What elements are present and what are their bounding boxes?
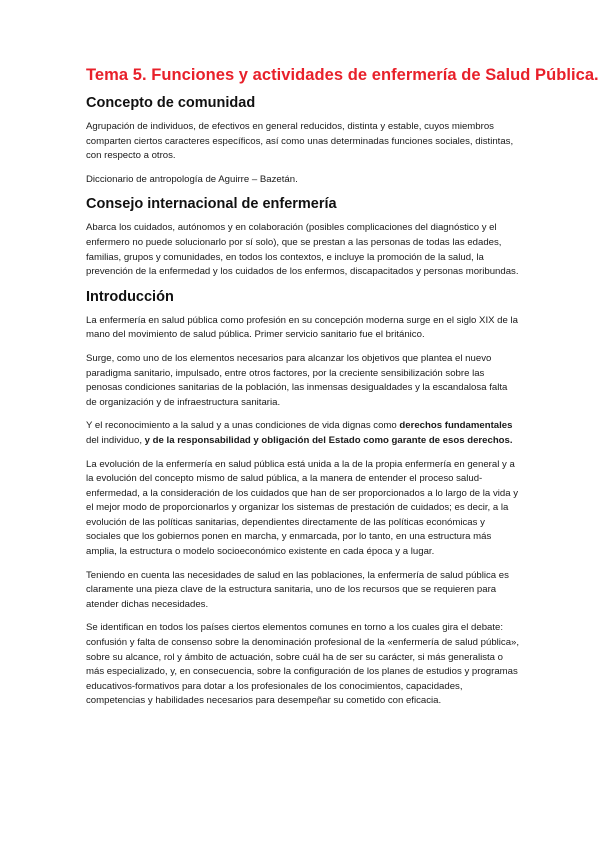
paragraph-concepto-definition: Agrupación de individuos, de efectivos en general reducidos, distinta y estable, cuyos miembros comparten ciertos caracteres específicos, así como unas determinadas funciones sociales, distintas, con respecto a otros. [86, 121, 514, 162]
paragraph-intro-4: La evolución de la enfermería en salud pública está unida a la de la propia enfermería en general y a la evolución del concepto mismo de salud pública, a la manera de entender el proceso salud-enfermedad, a la consideración de los cuidados que han de ser proporcionados a lo largo de la vida y el mejor modo de proporcionarlos y organizar los sistemas de prestación de cuidados; es decir, a la evolución de las políticas sanitarias, dependientes directamente de las políticas económicas y sociales que los gobiernos ponen en marcha, y enmarcada, por lo tanto, en una estructura más amplia, la estructura o modelo socioeconómico existente en cada época y a lugar. [86, 458, 518, 558]
paragraph-concepto-source: Diccionario de antropología de Aguirre – Bazetán. [86, 173, 298, 185]
paragraph-intro-1: La enfermería en salud pública como profesión en su concepción moderna surge en el siglo XIX de la mano del movimiento de salud pública. Primer servicio sanitario fue el británico. [86, 314, 518, 341]
paragraph-consejo-definition: Abarca los cuidados, autónomos y en colaboración (posibles complicaciones del diagnóstico y el enfermero no puede solucionarlo por sí solo), que se prestan a las personas de todas las edades, familias, grupos y comunidades, en todos los contextos, e incluye la promoción de la salud, la prevención de la enfermedad y los cuidados de los enfermos, discapacitados y personas moribundas. [86, 222, 519, 278]
intro-3-bold-responsabilidad: y de la responsabilidad y obligación del Estado como garante de esos derechos. [144, 434, 513, 446]
intro-3-text-a: Y el reconocimiento a la salud y a unas condiciones de vida dignas como [86, 420, 400, 432]
intro-3-bold-derechos: derechos fundamentales [399, 420, 513, 432]
document-title: Tema 5. Funciones y actividades de enfermería de Salud Pública. [86, 66, 599, 84]
heading-consejo-internacional: Consejo internacional de enfermería [86, 196, 337, 213]
heading-concepto-comunidad: Concepto de comunidad [86, 95, 256, 111]
paragraph-intro-5: Teniendo en cuenta las necesidades de salud en las poblaciones, la enfermería de salud pública es claramente una pieza clave de la estructura sanitaria, uno de los recursos que se requieren para atender dichas necesidades. [86, 569, 509, 610]
heading-introduccion: Introducción [86, 288, 174, 305]
paragraph-intro-6: Se identifican en todos los países ciertos elementos comunes en torno a los cuales gira el debate: confusión y falta de consenso sobre la denominación profesional de la «enfermería de salud pública», sobre su alcance, rol y ámbito de actuación, sobre cuál ha de ser su carácter, si más generalista o más especializado, y, en consecuencia, sobre la configuración de los planes de estudios y programas educativos-formativos para dotar a los profesionales de los conocimientos, capacidades, competencias y habilidades necesarios para desempeñar su cometido con eficacia. [86, 622, 520, 707]
paragraph-intro-2: Surge, como uno de los elementos necesarios para alcanzar los objetivos que plantea el nuevo paradigma sanitario, impulsado, entre otros factores, por la creciente sensibilización sobre las penosas condiciones sanitarias de la población, las inmensas desigualdades y la escandalosa falta de organización y de infraestructura sanitaria. [86, 352, 508, 408]
paragraph-intro-3 [86, 419, 520, 448]
intro-3-text-c: del individuo, [86, 434, 145, 446]
